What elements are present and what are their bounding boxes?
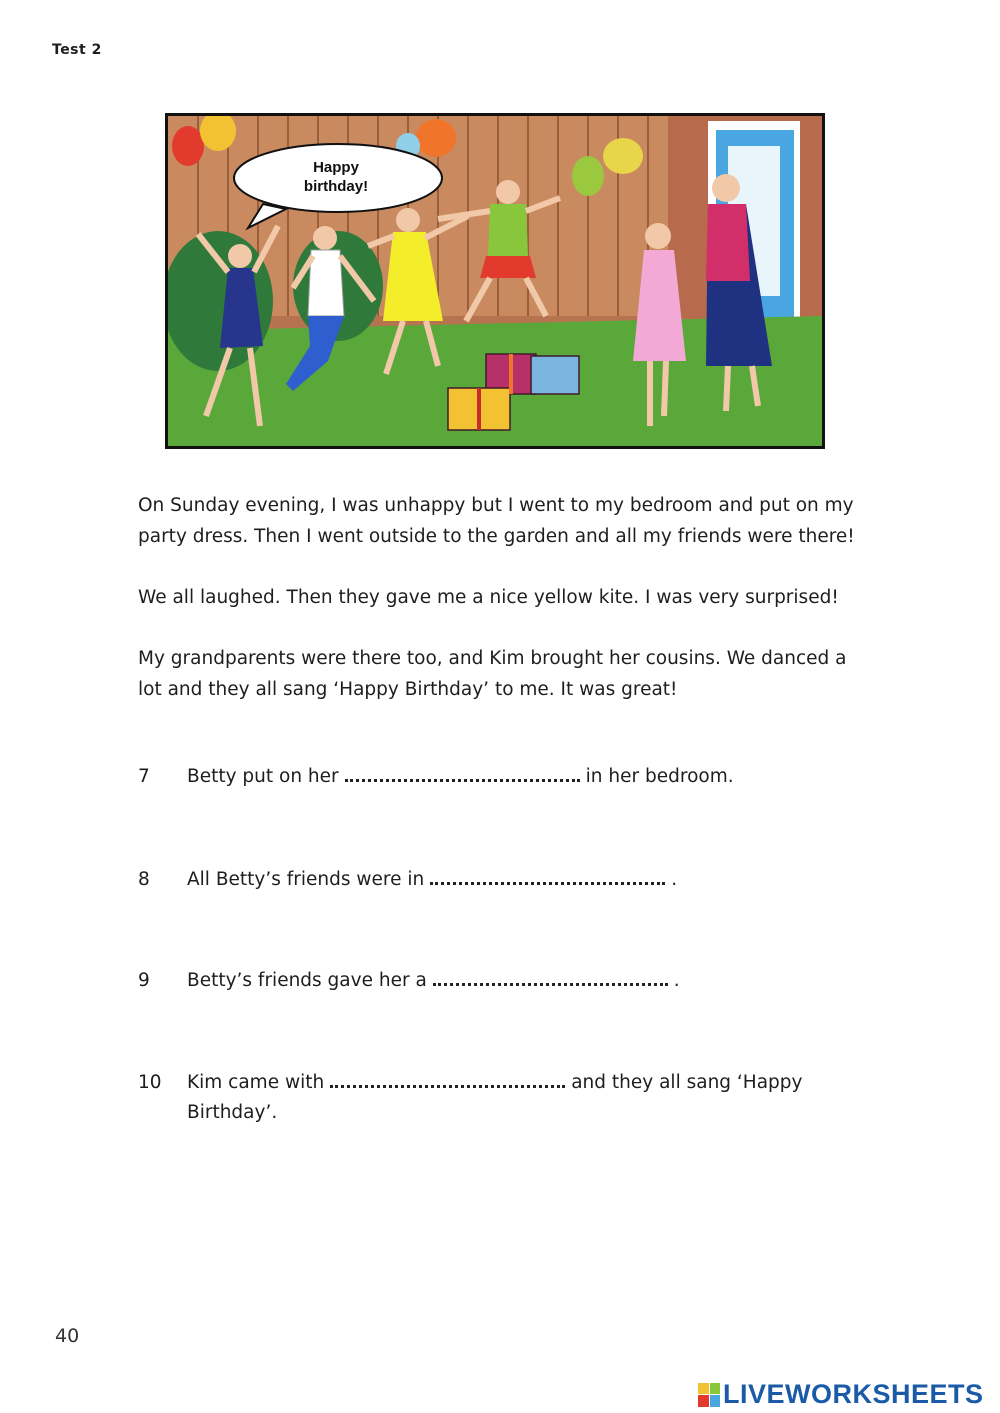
story-text [138,490,868,705]
liveworksheets-logo [698,1379,984,1410]
question-number: 9 [138,970,150,991]
question-text-after: . [671,869,678,890]
answer-blank-7[interactable] [345,765,580,782]
question-text-before: Betty put on her [187,766,339,787]
speech-bubble-line2: birthday! [303,178,369,195]
question-number: 8 [138,869,150,890]
question-text-before: All Betty’s friends were in [187,869,425,890]
brand-grid-icon [698,1383,720,1407]
question-text-before: Kim came with [187,1072,325,1093]
answer-blank-10[interactable] [330,1071,565,1088]
question-number: 10 [138,1072,162,1093]
answer-blank-9[interactable] [433,969,668,986]
question-text-before: Betty’s friends gave her a [187,970,427,991]
answer-blank-8[interactable] [430,868,665,885]
party-illustration [165,113,825,449]
question-text-after: and they all sang ‘Happy Birthday’. [187,1072,803,1123]
page-number: 40 [55,1325,80,1347]
question-text-after: . [673,970,680,991]
question-text-after: in her bedroom. [585,766,734,787]
story-paragraph: On Sunday evening, I was unhappy but I went to my bedroom and put on my party dress. Then I went outside to the garden and all my friends were there! [138,495,855,547]
test-label: Test 2 [52,42,102,58]
story-paragraph: My grandparents were there too, and Kim brought her cousins. We danced a lot and they all sang ‘Happy Birthday’ to me. It was great! [138,648,847,700]
story-paragraph: We all laughed. Then they gave me a nice yellow kite. I was very surprised! [138,587,839,608]
question-number: 7 [138,766,150,787]
speech-bubble-line1: Happy [313,159,359,176]
brand-text: LIVEWORKSHEETS [723,1379,984,1409]
